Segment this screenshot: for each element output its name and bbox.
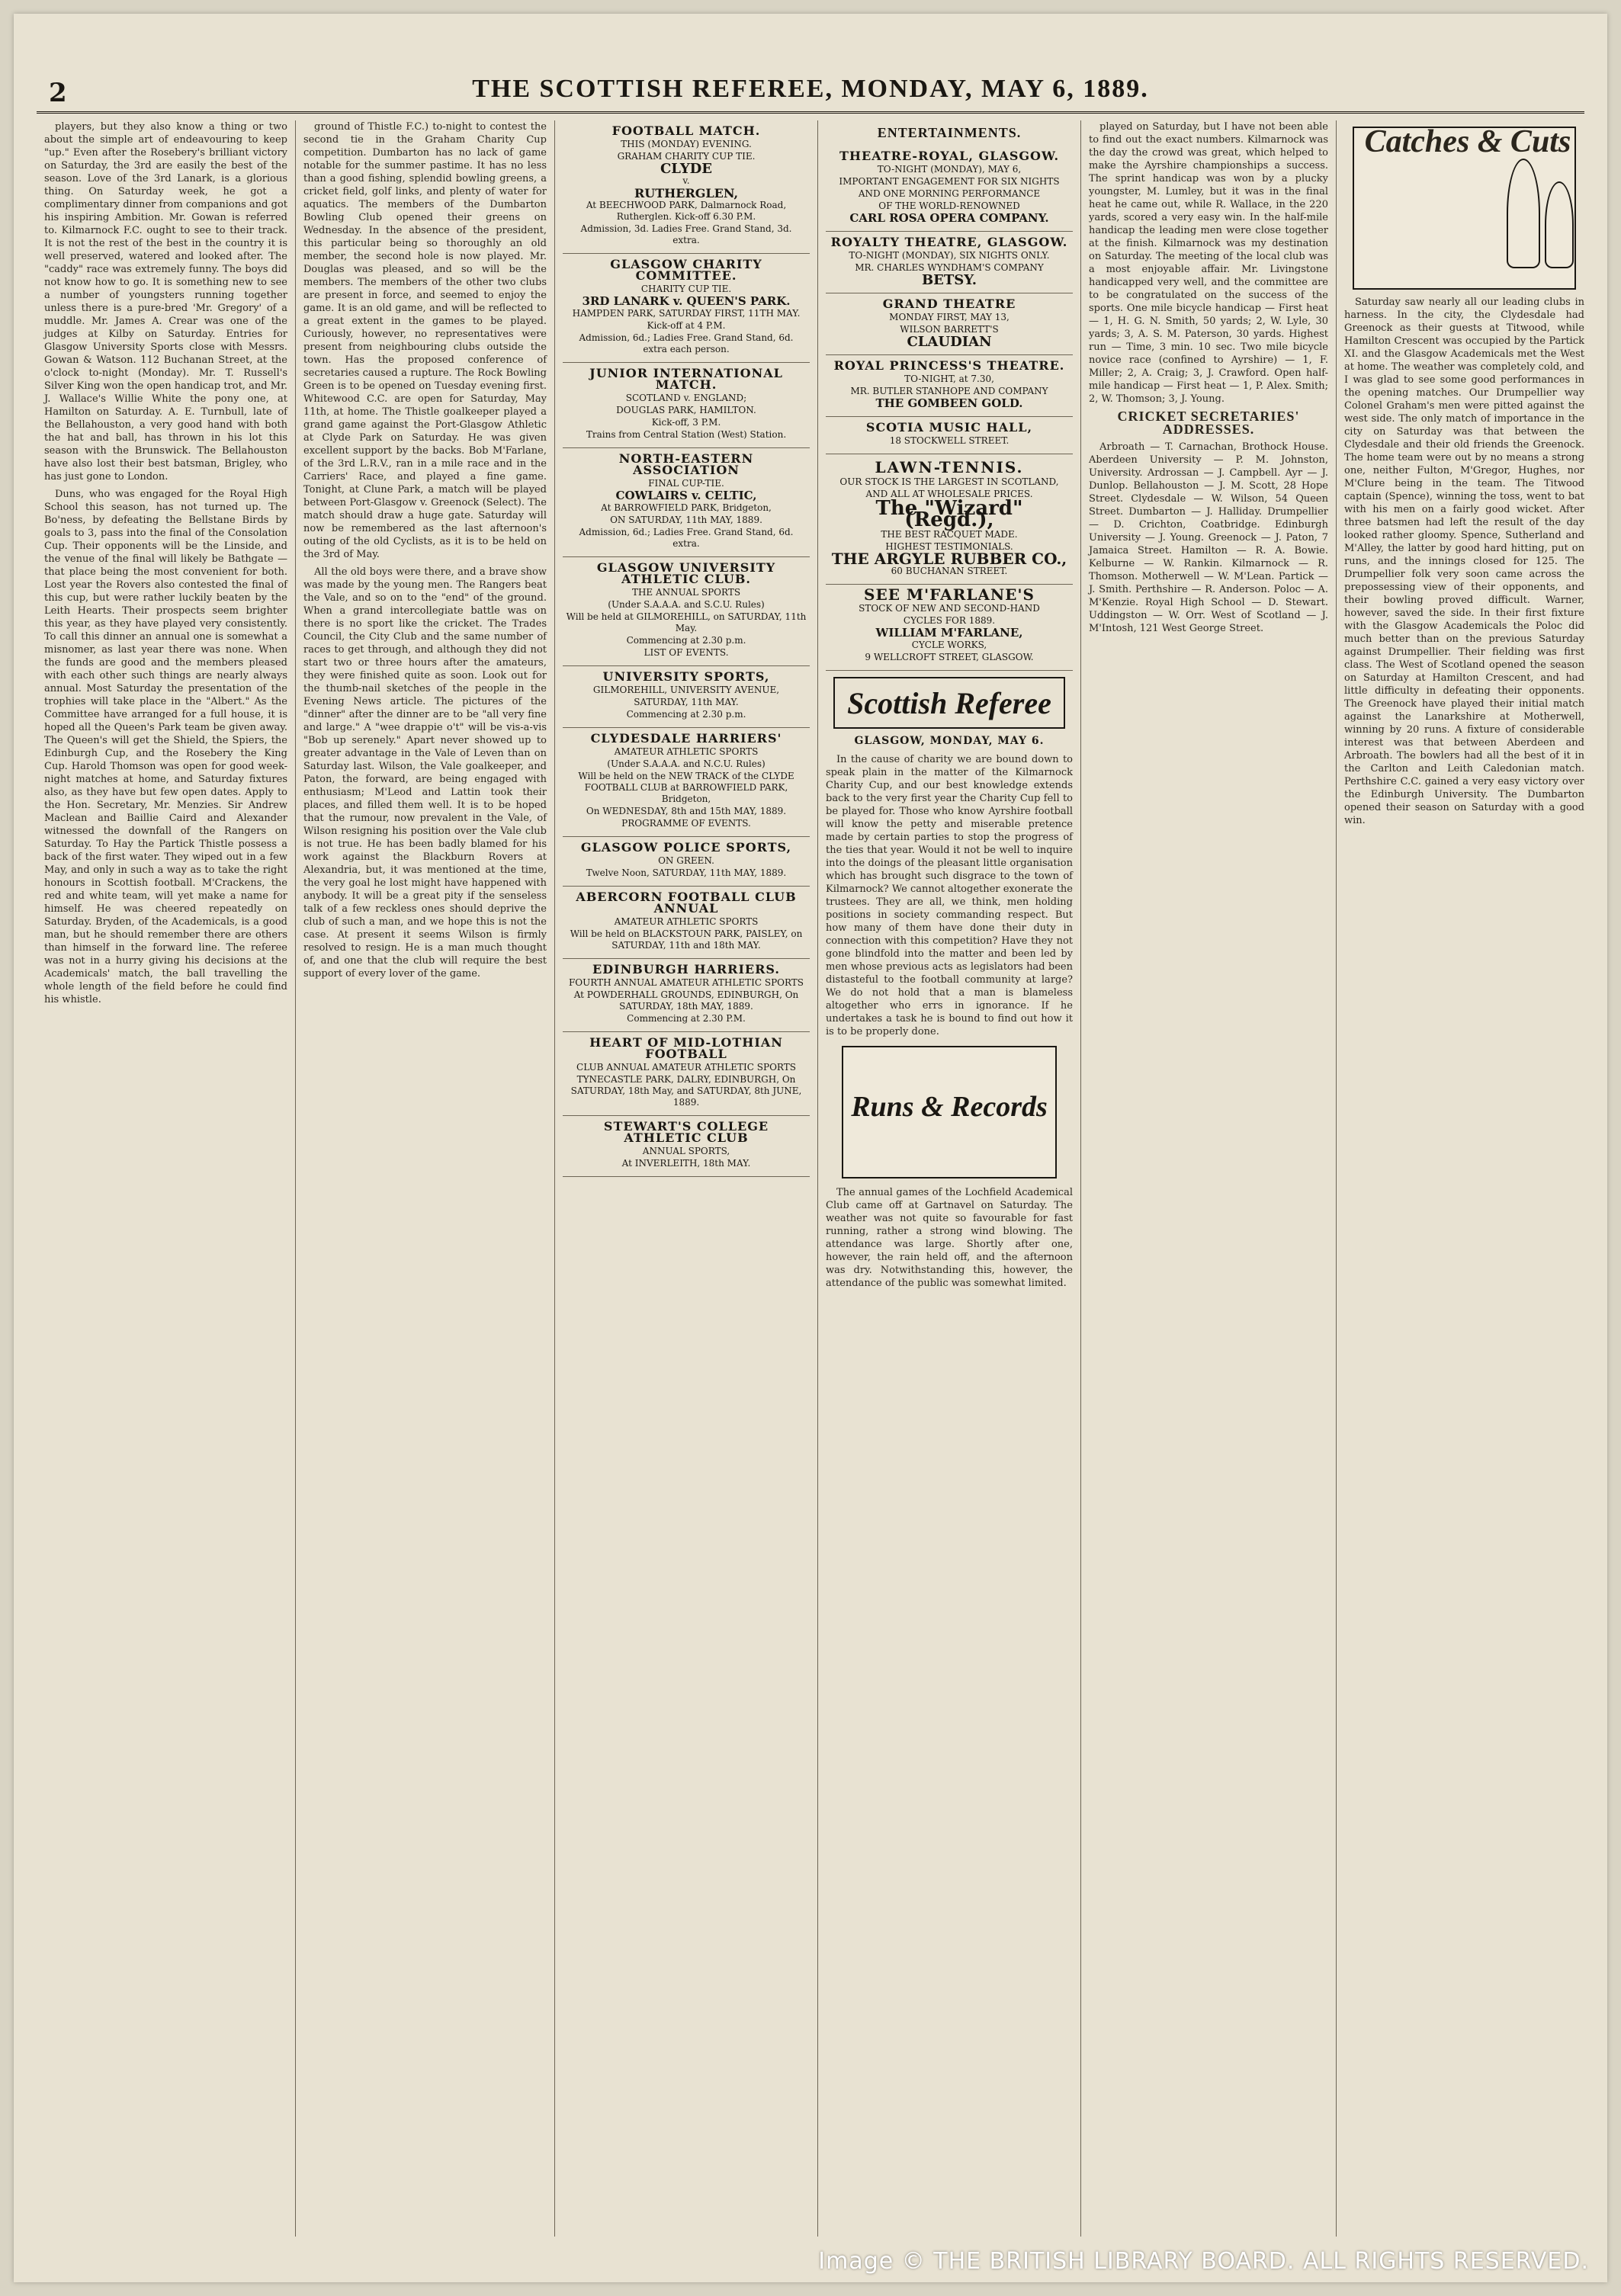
advert-lawn-tennis: LAWN-TENNIS. OUR STOCK IS THE LARGEST IN SCOTLAND, AND ALL AT WHOLESALE PRICES. The "Wizard" (Regd.), THE BEST RACQUET MADE. HIGHEST TESTIMONIALS. THE ARGYLE RUBBER CO., 60 BUCHANAN STREET. [826,454,1073,585]
advert-university-sports: UNIVERSITY SPORTS, GILMOREHILL, UNIVERSITY AVENUE, SATURDAY, 11th MAY. Commencing at 2.30 p.m. [563,666,810,728]
advert-charity-committee: GLASGOW CHARITY COMMITTEE. CHARITY CUP TIE. 3RD LANARK v. QUEEN'S PARK. HAMPDEN PARK, SATURDAY FIRST, 11TH MAY. Kick-off at 4 P.M. Admission, 6d.; Ladies Free. Grand Stand, 6d. extra each person. [563,254,810,363]
runs-and-records-illustration: Runs & Records [842,1046,1058,1178]
newspaper-title: THE SCOTTISH REFEREE, MONDAY, MAY 6, 1889. [472,75,1149,103]
column-1 [37,120,296,2237]
advert-hearts: HEART OF MID-LOTHIAN FOOTBALL CLUB ANNUAL AMATEUR ATHLETIC SPORTS TYNECASTLE PARK, DALRY, EDINBURGH, On SATURDAY, 18th May, and SATURDAY, 8th JUNE, 1889. [563,1032,810,1116]
article-paragraph: Duns, who was engaged for the Royal High School this season, has not turned up. The Bo'ness, by defeating the Bellstane Birds by goals to 3, pass into the final of the Consolation Cup. Their opponents will be the Linside, and the venue of the final will likely be Bathgate — that place being the most convenient for both. Lost year the Rovers also contested the final of this cup, but were rather luckily beaten by the Leith Hearts. Their prospects seem brighter this year, as they have played very consistently. To call this dinner an annual one is somewhat a misnomer, as last year there was none. When the funds are good and the members pleased with each other such things are nearly always annual. Most Saturday the presentation of the trophies will take place in the "Albert." As the Committee have arranged for a full house, it is hoped all the Queen's Park team be given away. The Queen's will get the Shield, the Spiers, the Edinburgh Cup, and the Rosebery the King Cup. Harold Thomson was open for good week-night matches at home, and Saturday fixtures also, as they have but few open dates. Apply to the Hon. Secretary, Mr. Menzies. Sir Andrew Maclean and Baillie Caird and Alexander witnessed the downfall of the Rangers on Saturday. To Hay the Partick Thistle possess a back of the first water. They wiped out in a few May, and only in such a way as to take the right honours in Scottish football. M'Crackens, the red and white team, will yet make a name for himself. He was cheered repeatedly on Saturday. Bryden, of the Academicals, is a good man, but he should remember there are others than himself in the forward line. The referee was not in a hurry giving his decisions at the Academicals' match, the ball travelling the whole length of the field before he could find his whistle. [44,489,287,1005]
advert-abercorn: ABERCORN FOOTBALL CLUB ANNUAL AMATEUR ATHLETIC SPORTS Will be held on BLACKSTOUN PARK, PAISLEY, on SATURDAY, 11th and 18th MAY. [563,887,810,959]
article-paragraph: The annual games of the Lochfield Academical Club came off at Gartnavel on Saturday. The weather was not quite so favourable for fast running, rather a strong wind blowing. The attendance was large. Shortly after one, however, the rain held off, and the afternoon was dry. Notwithstanding this, however, the attendance of the public was somewhat limited. [826,1187,1073,1289]
advert-mfarlane-cycles: SEE M'FARLANE'S STOCK OF NEW AND SECOND-HAND CYCLES FOR 1889. WILLIAM M'FARLANE, CYCLE WORKS, 9 WELLCROFT STREET, GLASGOW. [826,585,1073,671]
article-paragraph: players, but they also know a thing or two about the simple art of endeavouring to keep "up." Even after the Rosebery's brilliant victory on Saturday, the 3rd are easily the best of the season. Love of the 3rd Lanark, is a glorious thing. On Saturday week, he got a complimentary dinner from companions and got his inspiring Ambition. Mr. Gowan is referred to. Kilmarnock F.C. ought to see to their track. It is not the rest of the best in the country it is well preserved, watered and looked after. The "caddy" race was extremely funny. The boys did not know how to go. It is something new to see a number of youngsters running together unless there is a pure-bred 'Mr. Gregory' of a muddle. Mr. James A. Crear was one of the judges at Kilby on Saturday. Entries for Glasgow University Sports close with Messrs. Gowan & Watson. 112 Buchanan Street, at the o'clock to-night (Monday). Mr. T. Russell's Silver King won the open handicap trot, and Mr. J. Wallace's Willie White the pony one, at Hamilton on Saturday. A. E. Turnbull, late of the Bellahouston, a very good hand with both the hat and ball, has thrown in his lot this season with the Brunswick. The Bellahouston have also lost their best batsman, Brigley, who has just gone to London. [44,121,287,483]
catches-and-cuts-illustration: Catches & Cuts [1353,127,1577,290]
masthead [37,72,1584,114]
column-5 [1081,120,1337,2237]
article-paragraph: ground of Thistle F.C.) to-night to contest the second tie in the Graham Charity Cup competition. Dumbarton has no lack of game notable for the summer pastime. It has no less than a good fishing, splendid bowling greens, a cricket field, golf links, and plenty of water for aquatics. The members of the Dumbarton Bowling Club opened their greens on Wednesday. In the absence of the president, this particular being so thoroughly an old member, the second hole is now played. Mr. Douglas was pleased, and so will be the members. The members of the other two clubs are present in force, and seemed to enjoy the game. It is an old game, and will be reflected to a great extent in the games to be played. Curiously, however, no representatives were present from neighbouring clubs outside the town. Has the proposed conference of secretaries caused a rupture. The Rock Bowling Green is to be opened on Tuesday evening first. Whitewood C.C. are open for Saturday, May 11th, at home. The Thistle goalkeeper played a grand game against the Port-Glasgow Athletic at Clyde Park on Saturday. He was given excellent support by the backs. Bob M'Farlane, of the 3rd L.R.V., ran in a mile race and in the Carriers' Race, and played a fine game. Tonight, at Clune Park, a match will be played between Port-Glasgow v. Greenock (Select). The match should draw a huge gate. Saturday will now be remembered as the last afternoon's outing of the old Cyclists, as it is to be held on the 3rd of May. [303,121,547,560]
article-paragraph: Arbroath — T. Carnachan, Brothock House. Aberdeen University — P. M. Johnston, University. Ardrossan — J. Campbell. Ayr — J. Dunlop. Bellahouston — J. M. Scott, 28 Hope Street. Clydesdale — W. Wilson, 54 Queen Street. Dumbarton — J. Halliday. Drumpellier — D. Crichton, Coatbridge. Edinburgh University — J. Young. Greenock — J. Paton, 7 Jamaica Street. Hamilton — R. A. Bowie. Kelburne — W. Rankin. Kilmarnock — R. Thomson. Motherwell — W. M'Lean. Partick — J. Smith. Perthshire — R. Anderson. Poloc — A. M'Kenzie. Royal High School — D. Stewart. Uddingston — W. Orr. West of Scotland — J. M'Intosh, 121 West George Street. [1089,441,1328,634]
advert-royalty-theatre: ROYALTY THEATRE, GLASGOW. TO-NIGHT (MONDAY), SIX NIGHTS ONLY. MR. CHARLES WYNDHAM'S COMPANY BETSY. [826,232,1073,293]
column-6 [1337,120,1592,2237]
column-2 [296,120,555,2237]
image-credit: Image © THE BRITISH LIBRARY BOARD. ALL RIGHTS RESERVED. [818,2248,1589,2275]
advert-football-match: FOOTBALL MATCH. THIS (MONDAY) EVENING. GRAHAM CHARITY CUP TIE. CLYDE v. RUTHERGLEN, At BEECHWOOD PARK, Dalmarnock Road, Rutherglen. Kick-off 6.30 P.M. Admission, 3d. Ladies Free. Grand Stand, 3d. extra. [563,120,810,254]
column-3-advertisements [555,120,818,2237]
advert-clydesdale-harriers: CLYDESDALE HARRIERS' AMATEUR ATHLETIC SPORTS (Under S.A.A.A. and N.C.U. Rules) Will be held on the NEW TRACK of the CLYDE FOOTBALL CLUB at BARROWFIELD PARK, Bridgeton, On WEDNESDAY, 8th and 15th MAY, 1889. PROGRAMME OF EVENTS. [563,728,810,837]
page-number: 2 [49,78,67,108]
article-paragraph: In the cause of charity we are bound down to speak plain in the matter of the Kilmarnock Charity Cup, and our best knowledge extends back to the very first year the Charity Cup fell to be played for. Those who know Ayrshire football will know the petty and miserable pretence made by certain parties to stop the progress of the ties that year. Would it not be well to inquire into the doings of the pleasant little organisation which has brought such disgrace to the town of Kilmarnock? We cannot altogether exonerate the trustees. They are all, we think, men holding positions in society commanding respect. But how many of them have done their duty in connection with this competition? Have they not gone blindfold into the matter and been led by men whose previous acts as legislators had been distasteful to the football community at large? We do not hold that a man is blameless altogether who errs in ignorance. If he undertakes a task he is bound to find out how it is to be properly done. [826,754,1073,1037]
advert-princess-theatre: ROYAL PRINCESS'S THEATRE. TO-NIGHT, at 7.30, MR. BUTLER STANHOPE AND COMPANY THE GOMBEEN GOLD. [826,355,1073,417]
advert-edinburgh-harriers: EDINBURGH HARRIERS. FOURTH ANNUAL AMATEUR ATHLETIC SPORTS At POWDERHALL GROUNDS, EDINBURGH, On SATURDAY, 18th MAY, 1889. Commencing at 2.30 P.M. [563,959,810,1032]
advert-north-eastern: NORTH-EASTERN ASSOCIATION FINAL CUP-TIE. COWLAIRS v. CELTIC, At BARROWFIELD PARK, Bridgeton, ON SATURDAY, 11th MAY, 1889. Admission, 6d.; Ladies Free. Grand Stand, 6d. extra. [563,448,810,557]
dateline: GLASGOW, MONDAY, MAY 6. [854,735,1045,747]
advert-scotia-music-hall: SCOTIA MUSIC HALL, 18 STOCKWELL STREET. [826,417,1073,454]
runs-records-article [826,1186,1073,1290]
column-4-entertainments [818,120,1081,2237]
editorial [826,753,1073,1038]
scottish-referee-logo: Scottish Referee [833,677,1065,729]
advert-university-athletic: GLASGOW UNIVERSITY ATHLETIC CLUB. THE ANNUAL SPORTS (Under S.A.A.A. and S.C.U. Rules) Will be held at GILMOREHILL, on SATURDAY, 11th May. Commencing at 2.30 p.m. LIST OF EVENTS. [563,557,810,666]
cricketer-figure [1507,159,1540,268]
article-paragraph: All the old boys were there, and a brave show was made by the young men. The Rangers beat the Vale, and so on to the "end" of the ground. When a grand intercollegiate battle was on there is no sport like the cricket. The Trades Council, the City Club and the same number of races to get through, and although they did not start two or three hours after the amateurs, they were finished quite as soon. Look out for the thumb-nail sketches of the people in the Evening News article. The pictures of the "dinner" after the dinner are to be "all very fine and large." A "wee drappie o't" will be vis-a-vis "Bob up serenely." Apart never showed up to greater advantage in the Vale of Leven than on Saturday last. Wilson, the Vale goalkeeper, and Paton, the forward, are being engaged with enthusiasm; M'Leod and Lattin took their places, and filled them well. It is to be hoped that the rumour, now prevalent in the Vale, of Wilson resigning his position over the Vale club is not true. He has been badly blamed for his work against the Blackburn Rovers at Alexandria, but, it was mentioned at the time, the very goal he lost might have happened with anybody. It will be a great pity if the senseless talk of a few reckless ones should deprive the club of such a man, and we hope this is not the case. At present it seems Wilson is firmly resolved to resign. He is a man much thought of, and one that the club will require the best support of every lover of the game. [303,566,547,980]
article-paragraph: Saturday saw nearly all our leading clubs in harness. In the city, the Clydesdale had Greenock as their guests at Titwood, while Hamilton Crescent was occupied by the Partick XI. and the Glasgow Academicals met the West at home. The weather was completely cold, and I was glad to see some good performances in the opening matches. Our Drumpellier way Colonel Graham's men were pitted against the west side. The only match of importance in the city on Saturday was that between the Clydesdale and their old friends the Greenock. The home team were out by no means a strong one, neither Fulton, M'Gregor, Hughes, nor M'Clure being in the team. The Titwood captain (Spence), winning the toss, went to bat with his men on a fairly good wicket. After three batsmen had left the result of the day looked rather gloomy. Spence, Sutherland and M'Alley, the latter by good hard hitting, put on runs, and the innings closed for 125. The Drumpellier folk very soon came across the prepossessing view of their opponents, and their bowling proved difficult. Warner, however, saved the side. In their first fixture with the Glasgow Academicals the Poloc did much better than on the previous Saturday against Drumpellier. Their fielding was first class. The West of Scotland opened the season on Saturday at Hamilton Crescent, and had little difficulty in defeating their opponents. The Greenock have played their initial match against the Lanarkshire at Motherwell, winning by 20 runs. A fixture of considerable interest was that between Aberdeen and Arbroath. The bowlers had all the best of it in the Carlton and Leith Caledonian match. Perthshire C.C. gained a very easy victory over the Edinburgh University. The Dumbarton opened their season on Saturday with a good win. [1344,297,1584,826]
cricketer-figure [1545,181,1574,268]
advert-police-sports: GLASGOW POLICE SPORTS, ON GREEN. Twelve Noon, SATURDAY, 11th MAY, 1889. [563,837,810,887]
advert-stewarts-college: STEWART'S COLLEGE ATHLETIC CLUB ANNUAL SPORTS, At INVERLEITH, 18th MAY. [563,1116,810,1177]
advert-junior-international: JUNIOR INTERNATIONAL MATCH. SCOTLAND v. ENGLAND; DOUGLAS PARK, HAMILTON. Kick-off, 3 P.M. Trains from Central Station (West) Station. [563,363,810,448]
advert-theatre-royal: THEATRE-ROYAL, GLASGOW. TO-NIGHT (MONDAY), MAY 6, IMPORTANT ENGAGEMENT FOR SIX NIGHTS AND ONE MORNING PERFORMANCE OF THE WORLD-RENOWNED CARL ROSA OPERA COMPANY. [826,146,1073,232]
section-heading: CRICKET SECRETARIES' ADDRESSES. [1117,409,1300,437]
newspaper-page [14,14,1607,2282]
article-paragraph: played on Saturday, but I have not been able to find out the exact numbers. Kilmarnock was the day the crowd was great, which helped to make the Ayrshire championships a success. The sprint handicap was won by a plucky youngster, M. Lumley, but it was in the final heat he came out, while R. Wallace, in the 220 yards, scored a very easy win. In the half-mile handicap the leading men were close together at the finish. Kilmarnock was my destination on Saturday. The meeting of the local club was a most enjoyable affair. Mr. Livingstone handicapped very well, and the committee are to be congratulated on the success of the sports. One mile bicycle handicap — First heat — 1, H. G. N. Smith, 50 yards; 2, W. Lyle, 30 yards; 3, A. S. M. Paterson, 30 yards. Highest run — Time, 3 min. 10 sec. Two mile bicycle novice race (confined to Ayrshire) — 1, F. Miller; 2, A. Craig; 3, J. Crawford. Open half-mile handicap — First heat — 1, P. Alex. Smith; 2, W. Thomson; 3, J. Young. [1089,121,1328,405]
section-heading: ENTERTAINMENTS. [877,125,1022,140]
advert-grand-theatre: GRAND THEATRE MONDAY FIRST, MAY 13, WILSON BARRETT'S CLAUDIAN [826,293,1073,355]
